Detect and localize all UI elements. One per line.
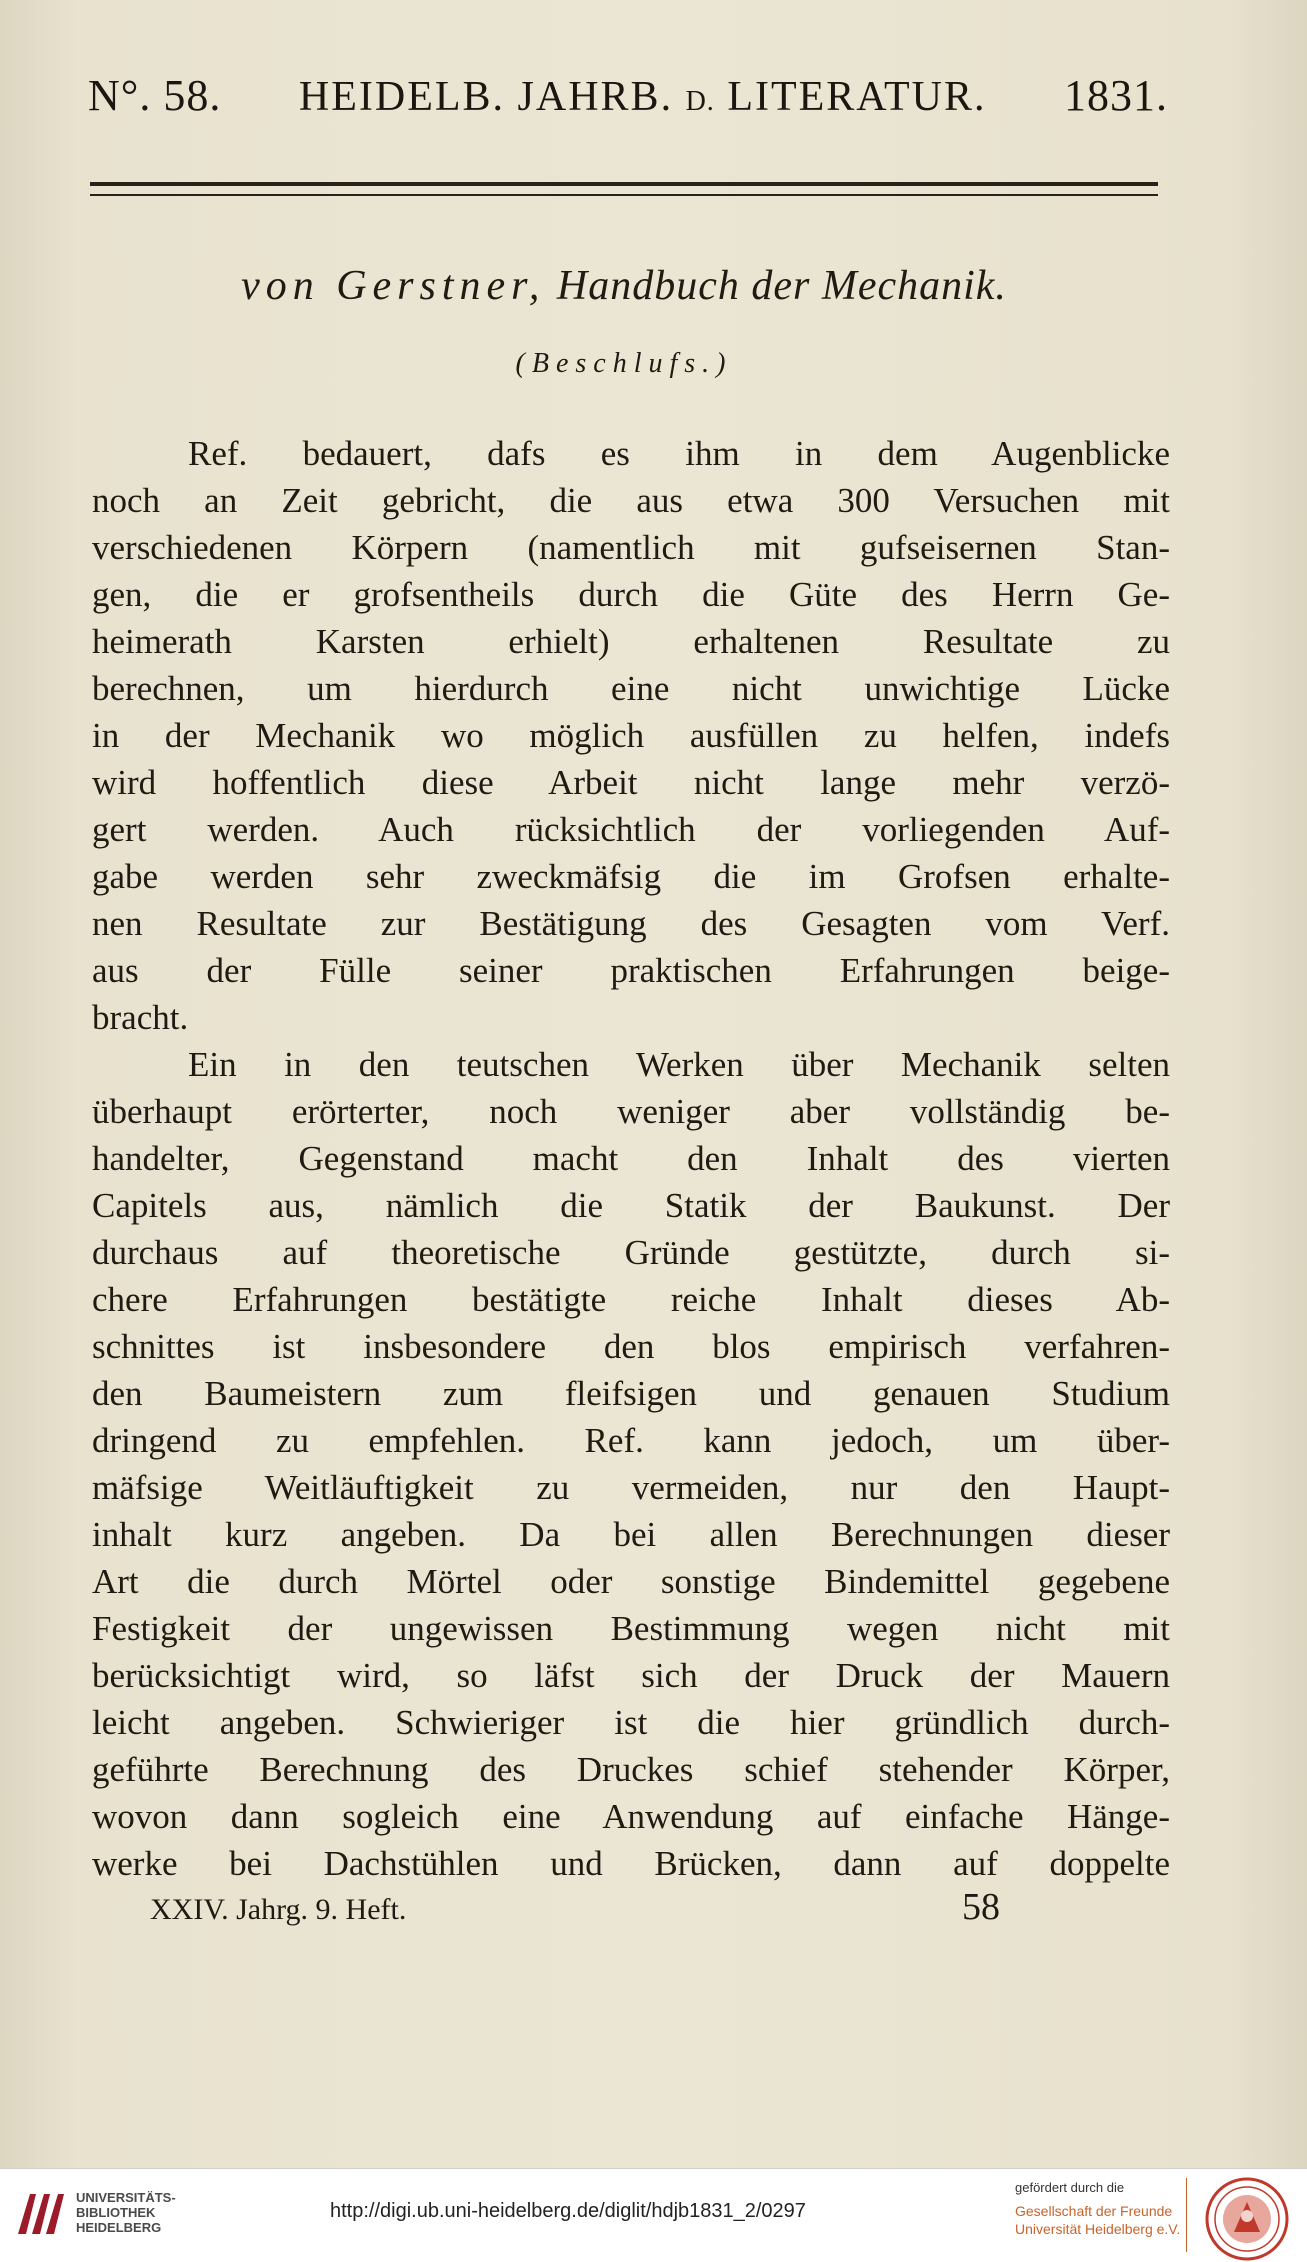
sponsor-intro: gefördert durch die [1015, 2180, 1125, 2195]
text-line: Ein in den teutschen Werken über Mechanik selten [188, 1045, 1170, 1084]
text-line: heimerath Karsten erhielt) erhaltenen Resultate zu [92, 622, 1170, 661]
body-text [92, 430, 1170, 1887]
text-line: Art die durch Mörtel oder sonstige Bindemittel gegebene [92, 1562, 1170, 1601]
text-line: wovon dann sogleich eine Anwendung auf einfache Hänge- [92, 1797, 1170, 1836]
text-line: gen, die er grofsentheils durch die Güte des Herrn Ge- [92, 575, 1170, 614]
sponsor-name-line1: Gesellschaft der Freunde [1015, 2203, 1173, 2219]
library-name-line1: UNIVERSITÄTS- [76, 2190, 176, 2205]
text-line: Ref. bedauert, dafs es ihm in dem Augenblicke [188, 434, 1170, 473]
header-rule-thin [90, 194, 1158, 196]
header-year: 1831. [1064, 71, 1168, 120]
header-rule-thick [90, 182, 1158, 186]
text-line: verschiedenen Körpern (namentlich mit gufseisernen Stan- [92, 528, 1170, 567]
text-line: Festigkeit der ungewissen Bestimmung wegen nicht mit [92, 1609, 1170, 1648]
text-line: wird hoffentlich diese Arbeit nicht lange mehr verzö- [92, 763, 1170, 802]
text-line: geführte Berechnung des Druckes schief stehender Körper, [92, 1750, 1170, 1789]
page-url[interactable]: http://digi.ub.uni-heidelberg.de/diglit/hdjb1831_2/0297 [330, 2200, 806, 2222]
text-line: handelter, Gegenstand macht den Inhalt des vierten [92, 1139, 1170, 1178]
text-line: Capitels aus, nämlich die Statik der Baukunst. Der [92, 1186, 1170, 1225]
text-line: noch an Zeit gebricht, die aus etwa 300 Versuchen mit [92, 481, 1170, 520]
sponsor-name [1015, 2202, 1180, 2238]
journal-title [299, 73, 987, 121]
text-line: mäfsige Weitläuftigkeit zu vermeiden, nur den Haupt- [92, 1468, 1170, 1507]
running-header [88, 70, 1168, 140]
text-line: durchaus auf theoretische Gründe gestützte, durch si- [92, 1233, 1170, 1272]
text-line: schnittes ist insbesondere den blos empirisch verfahren- [92, 1327, 1170, 1366]
journal-title-main: HEIDELB. JAHRB. [298, 74, 674, 120]
text-line: nen Resultate zur Bestätigung des Gesagten vom Verf. [92, 904, 1170, 943]
journal-title-d: D. [685, 86, 715, 117]
text-line: gabe werden sehr zweckmäfsig die im Grofsen erhalte- [92, 857, 1170, 896]
library-logo-icon [12, 2184, 68, 2240]
text-line: leicht angeben. Schwieriger ist die hier gründlich durch- [92, 1703, 1170, 1742]
university-seal-icon [1204, 2176, 1290, 2262]
article-title-author: von Gerstner, [241, 263, 546, 309]
text-line: inhalt kurz angeben. Da bei allen Berechnungen dieser [92, 1515, 1170, 1554]
sponsor-divider [1186, 2178, 1187, 2252]
text-line: in der Mechanik wo möglich ausfüllen zu helfen, indefs [92, 716, 1170, 755]
article-title [90, 262, 1158, 310]
text-line: überhaupt erörterter, noch weniger aber vollständig be- [92, 1092, 1170, 1131]
text-line: den Baumeistern zum fleifsigen und genauen Studium [92, 1374, 1170, 1413]
signature-mark: XXIV. Jahrg. 9. Heft. [150, 1893, 407, 1926]
library-name-line3: HEIDELBERG [76, 2220, 162, 2235]
issue-number: N°. 58. [88, 71, 222, 120]
text-line: werke bei Dachstühlen und Brücken, dann auf doppelte [92, 1844, 1170, 1883]
text-line: aus der Fülle seiner praktischen Erfahrungen beige- [92, 951, 1170, 990]
text-line: chere Erfahrungen bestätigte reiche Inhalt dieses Ab- [92, 1280, 1170, 1319]
page-footer [150, 1885, 1000, 1929]
article-subtitle: (Beschlufs.) [515, 348, 733, 379]
journal-title-rest: LITERATUR. [727, 74, 987, 120]
library-name [76, 2190, 176, 2235]
text-line: bracht. [92, 998, 189, 1037]
library-name-line2: BIBLIOTHEK [76, 2205, 156, 2220]
text-line: berücksichtigt wird, so läfst sich der Druck der Mauern [92, 1656, 1170, 1695]
article-title-work: Handbuch der Mechanik. [556, 263, 1007, 309]
text-line: berechnen, um hierdurch eine nicht unwichtige Lücke [92, 669, 1170, 708]
sponsor-name-line2: Universität Heidelberg e.V. [1015, 2221, 1181, 2237]
text-line: gert werden. Auch rücksichtlich der vorliegenden Auf- [92, 810, 1170, 849]
text-line: dringend zu empfehlen. Ref. kann jedoch, um über- [92, 1421, 1170, 1460]
page-number: 58 [962, 1886, 1000, 1928]
